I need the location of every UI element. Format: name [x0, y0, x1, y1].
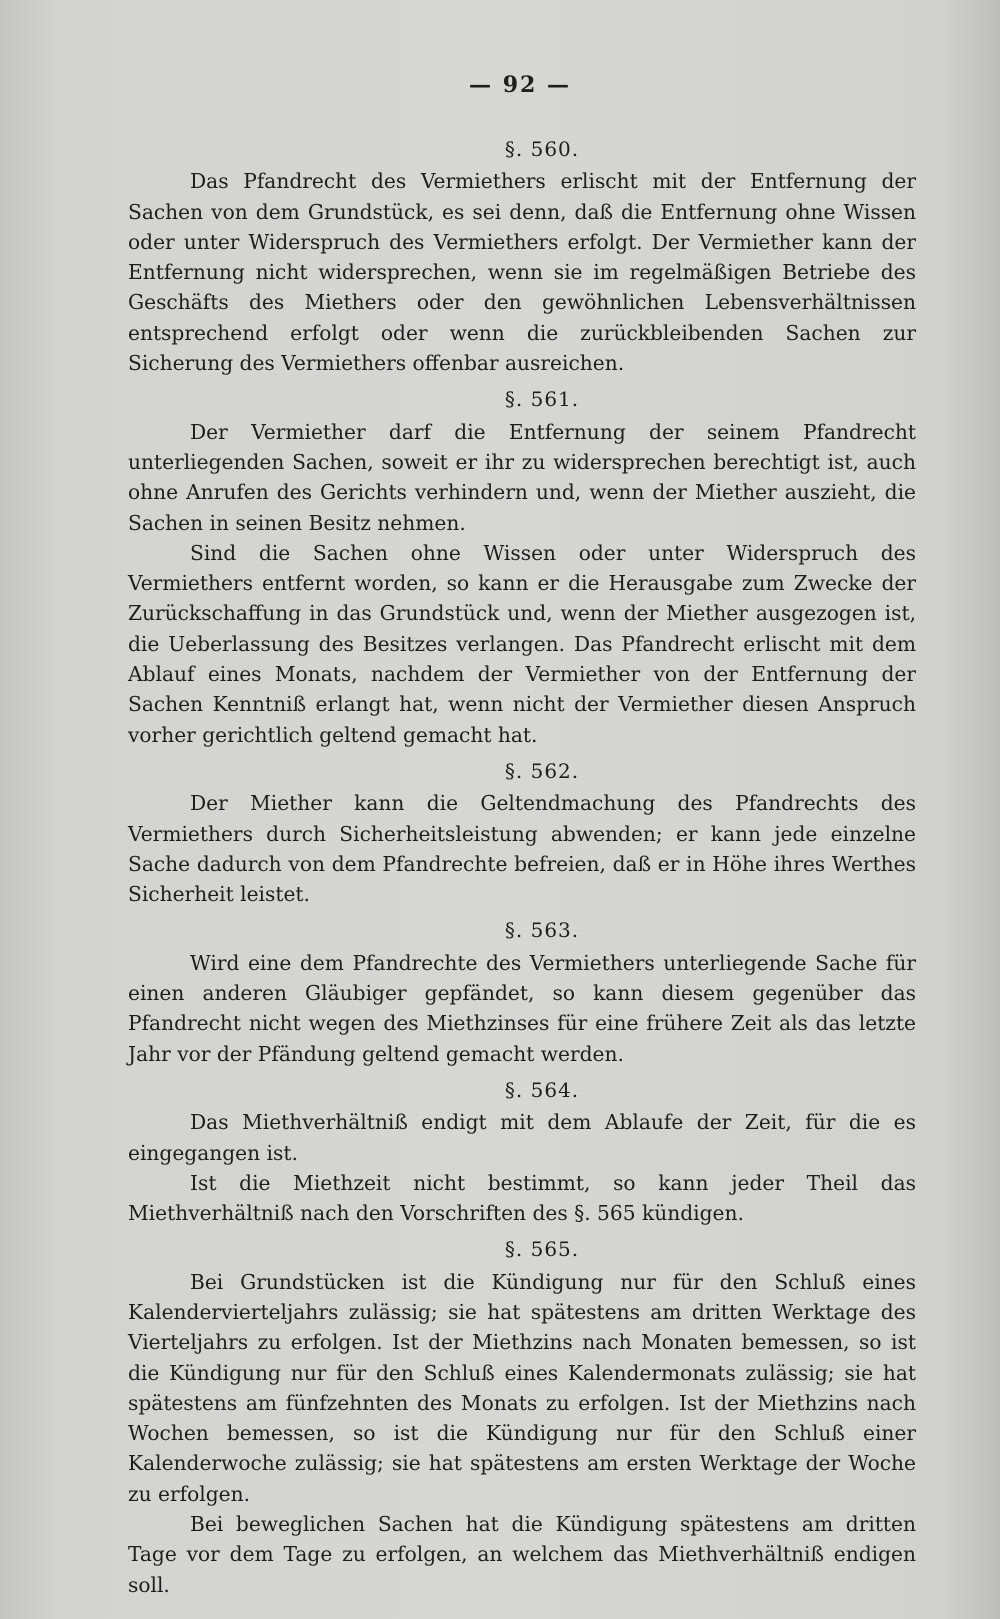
section-heading: §. 561.: [504, 387, 580, 412]
paragraph: Bei beweglichen Sachen hat die Kündigung spätestens am dritten Tage vor dem Tage zu erfolgen, an welchem das Miethverhältniß endigen soll.: [128, 1512, 916, 1597]
section-heading: §. 560.: [504, 137, 580, 161]
section-heading: §. 564.: [504, 1077, 580, 1102]
paragraph: Der Vermiether darf die Entfernung der seinem Pfandrecht unterliegenden Sachen, soweit er ihr zu widersprechen berechtigt ist, auch ohne Anrufen des Gerichts verhindern und, wenn der Miether auszieht, die Sachen in seinen Besitz nehmen.: [128, 419, 916, 535]
paragraph: Der Miether kann die Geltendmachung des Pfandrechts des Vermiethers durch Sicherheitsleistung abwenden; er kann jede einzelne Sache dadurch von dem Pfandrechte befreien, daß er in Höhe ihres Werthes Sicherheit leistet.: [128, 791, 916, 907]
paragraph: Bei Grundstücken ist die Kündigung nur für den Schluß eines Kalendervierteljahrs zulässig; sie hat spätestens am dritten Werktage des Vierteljahrs zu erfolgen. Ist der Miethzins nach Monaten bemessen, so ist die Kündigung nur für den Schluß eines Kalendermonats zulässig; sie hat spätestens am fünfzehnten des Monats zu erfolgen. Ist der Miethzins nach Wochen bemessen, so ist die Kündigung nur für den Schluß einer Kalenderwoche zulässig; sie hat spätestens am ersten Werktage der Woche zu erfolgen.: [128, 1269, 916, 1506]
section-563: [128, 915, 916, 1068]
paragraph: Sind die Sachen ohne Wissen oder unter Widerspruch des Vermiethers entfernt worden, so kann er die Herausgabe zum Zwecke der Zurückschaffung in das Grundstück und, wenn der Miether ausgezogen ist, die Ueberlassung des Besitzes verlangen. Das Pfandrecht erlischt mit dem Ablauf eines Monats, nachdem der Vermiether von der Entfernung der Sachen Kenntniß erlangt hat, wenn nicht der Vermiether diesen Anspruch vorher gerichtlich geltend gemacht hat.: [128, 540, 916, 747]
paragraph: Ist die Miethzeit nicht bestimmt, so kann jeder Theil das Miethverhältniß nach den Vorschriften des §. 565 kündigen.: [128, 1170, 916, 1226]
section-561: [128, 384, 916, 750]
paragraph: Das Pfandrecht des Vermiethers erlischt mit der Entfernung der Sachen von dem Grundstück, es sei denn, daß die Entfernung ohne Wissen oder unter Widerspruch des Vermiethers erfolgt. Der Vermiether kann der Entfernung nicht widersprechen, wenn sie im regelmäßigen Betriebe des Geschäfts des Miethers oder den gewöhnlichen Lebensverhältnissen entsprechend erfolgt oder wenn die zurückbleibenden Sachen zur Sicherung des Vermiethers offenbar ausreichen.: [128, 169, 916, 376]
section-heading: §. 565.: [504, 1237, 580, 1262]
section-565: [128, 1234, 916, 1600]
paragraph: Wird eine dem Pfandrechte des Vermiethers unterliegende Sache für einen anderen Gläubiger gepfändet, so kann diesem gegenüber das Pfandrecht nicht wegen des Miethzinses für eine frühere Zeit als das letzte Jahr vor der Pfändung geltend gemacht werden.: [128, 950, 916, 1066]
section-heading: §. 563.: [504, 918, 580, 943]
section-560: [128, 134, 916, 378]
page-body: [128, 132, 916, 1606]
section-564: [128, 1075, 916, 1228]
section-562: [128, 756, 916, 909]
paragraph: Das Miethverhältniß endigt mit dem Ablaufe der Zeit, für die es eingegangen ist.: [128, 1110, 916, 1165]
page-number: — 92 —: [469, 72, 571, 98]
section-heading: §. 562.: [504, 758, 580, 783]
